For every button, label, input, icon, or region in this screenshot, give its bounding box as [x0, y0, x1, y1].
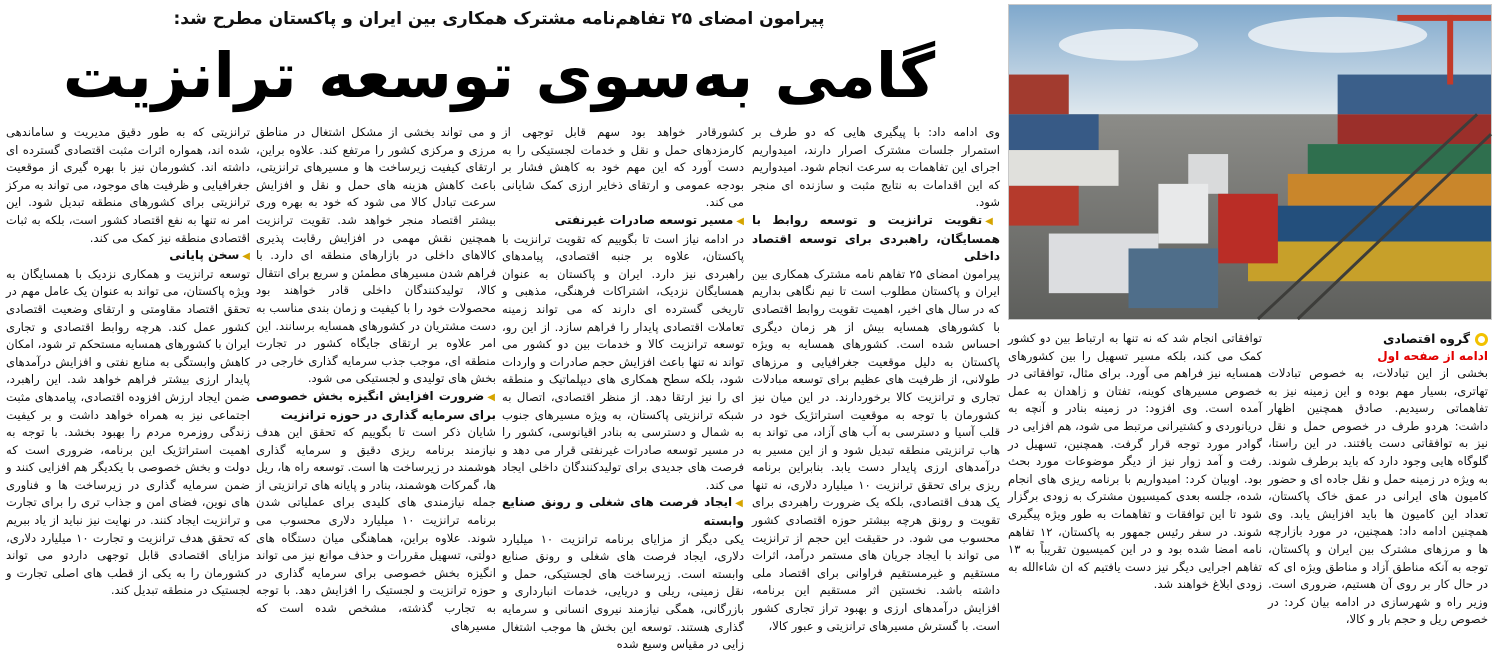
column-1-right	[1268, 330, 1488, 627]
column-2-subheading-text: تقویت ترانزیت و توسعه روابط با همسایگان، راهبردی برای توسعه اقتصاد داخلی	[752, 212, 1000, 264]
byline-bullet-icon	[1475, 333, 1488, 346]
column-3	[502, 124, 745, 652]
byline-text: گروه اقتصادی	[1383, 331, 1470, 346]
container-port-illustration	[1009, 5, 1491, 319]
column-1-left	[1008, 330, 1263, 592]
article-headline: گامی به‌سوی توسعه ترانزیت	[62, 39, 936, 112]
triangle-bullet-icon: ◀	[736, 215, 744, 227]
column-2	[752, 124, 1000, 633]
column-5-subheading	[6, 247, 250, 266]
column-4-intro: و می تواند بخشی از مشکل اشتغال در مناطق مرزی و مرکزی کشور را مرتفع کند. علاوه براین، ارتقای کیفیت زیرساخت ها و مسیرهای ترانزیتی، باعث کاهش هزینه های حمل و نقل و افزایش سرعت تبادل کالا می شود که خود به بهره وری بیشتر اقتصاد منجر خواهد شد. تقویت ترانزیت همچنین نقش مهمی در افزایش رقابت پذیری کالاهای داخلی در بازارهای منطقه ای دارد. با فراهم شدن مسیرهای مطمئن و سریع برای انتقال کالا، تولیدکنندگان داخلی قادر خواهند بود محصولات خود را با کیفیت و زمان بندی مناسب به دست مشتریان در کشورهای همسایه برسانند. این امر علاوه بر ارتقای جایگاه کشور در تجارت منطقه ای، موجب جذب سرمایه گذاری خارجی در بخش های تولیدی و لجستیکی می شود.	[256, 125, 496, 386]
column-5-subheading-text: سخن پایانی	[169, 248, 240, 263]
byline	[1268, 330, 1488, 348]
column-3-body-2: یکی دیگر از مزایای برنامه ترانزیت ۱۰ میلیارد دلاری، ایجاد فرصت های شغلی و رونق صنایع وابسته است. زیرساخت های لجستیکی، حمل و نقل زمینی، ریلی و دریایی، خدمات انبارداری و بازرگانی، همگی نیازمند نیروی انسانی و سرمایه گذاری هستند. توسعه این بخش ها موجب اشتغال زایی در مقیاس وسیع شده	[502, 531, 745, 652]
column-4-body: شایان ذکر است تا بگوییم که تحقق این هدف نیازمند برنامه ریزی دقیق و سرمایه گذاری هوشمند در زیرساخت ها است. توسعه راه ها، ریل ها، گمرکات هوشمند، بنادر و پایانه های ترانزیتی از جمله نیازمندی های کلیدی برای عملیاتی شدن برنامه ترانزیت ۱۰ میلیارد دلاری محسوب می شوند. علاوه براین، هماهنگی میان دستگاه های دولتی، تسهیل مقررات و حذف موانع نیز می تواند انگیزه بخش خصوصی برای سرمایه گذاری در حوزه ترانزیت و لجستیک را افزایش دهد. با توجه به تجارب گذشته، مشخص شده است که مسیرهای	[256, 425, 497, 633]
article-photo	[1008, 4, 1492, 320]
article-kicker: پیرامون امضای ۲۵ تفاهم‌نامه مشترک همکاری بین ایران و پاکستان مطرح شد:	[173, 9, 825, 29]
column-1-left-text: توافقاتی انجام شد که نه تنها به ارتباط بین دو کشور کمک می کند، بلکه مسیر تسهیل را بین کشورهای همسایه نیز فراهم می آورد. برای مثال، توافقاتی در خصوص مسیرهای کوینه، تفتان و زاهدان به عمل آمده است. وی افزود: در زمینه بنادر و آنچه به دریانوردی و کشتیرانی مرتبط می شود، هم افزایی در گوادر مورد توجه قرار گرفت. همچنین، تسهیل در رفت و آمد زوار نیز از دیگر موضوعات مورد بحث بود. اوبیان کرد: امیدواریم با برنامه ریزی های انجام شده، جلسه بعدی کمیسیون مشترک به زودی برگزار شود تا این توافقات و تفاهمات به طور ویژه پیگیری شوند. در سفر رئیس جمهور به پاکستان، ۱۲ تفاهم نامه امضا شده بود و در این کمیسیون تقریباً به ۱۳ تفاهم اجرایی دیگر نیز دست یافتیم که ان شاءالله به زودی ابلاغ خواهند شد.	[1008, 331, 1263, 592]
column-4	[256, 124, 497, 633]
column-3-intro: کشورقادر خواهد بود سهم قابل توجهی از کارمزدهای حمل و نقل و خدمات لجستیکی را به دست آورد که این مهم خود به کاهش فشار بر بودجه عمومی و ارتقای ذخایر ارزی کمک شایانی می کند.	[502, 125, 744, 210]
column-3-subheading-1-text: مسیر توسعه صادرات غیرنفتی	[554, 212, 734, 227]
column-2-body: پیرامون امضای ۲۵ تفاهم نامه مشترک همکاری بین ایران و پاکستان مطلوب است تا نیم نگاهی بداریم که در سال های اخیر، اهمیت تقویت روابط اقتصادی با کشورهای همسایه بیش از هر زمان دیگری احساس شده است. کشورهای همسایه به ویژه پاکستان به دلیل موقعیت جغرافیایی و مرزهای طولانی، از ظرفیت های عظیم برای توسعه مبادلات تجاری و ترانزیت کالا برخوردارند. در این میان نیز کشورمان با توجه به موقعیت استراتژیک خود در قلب آسیا و دسترسی به آب های آزاد، می تواند به هاب ترانزیتی منطقه تبدیل شود و از این مسیر به درآمدهای ارزی پایدار دست یابد. بنابراین برنامه ریزی برای تحقق ترانزیت ۱۰ میلیارد دلاری، نه تنها یک هدف اقتصادی، بلکه یک ضرورت راهبردی برای تقویت و رونق هرچه بیشتر حوزه اقتصادی کشور محسوب می شود. در حقیقت این حجم از ترانزیت می تواند با ایجاد جریان های مستمر درآمد، اثرات مستقیم و غیرمستقیم فراوانی برای اقتصاد ملی داشته باشد. نخستین اثر مستقیم این برنامه، افزایش درآمدهای ارزی و بهبود تراز تجاری کشور است. با گسترش مسیرهای ترانزیتی و عبور کالا،	[752, 266, 1000, 633]
column-1-right-text: بخشی از این تبادلات، به خصوص تبادلات تهاتری، بسیار مهم بوده و این زمینه نیز به تفاهماتی رسیدیم. صادق همچنین اظهار داشت: هردو طرف در خصوص حمل و نقل نیز به توافقاتی دست یافتند. در این راستا، گلوگاه هایی وجود دارد که باید برطرف شوند. به ویژه در زمینه حمل و نقل جاده ای و حضور کامیون های ایرانی در عمق خاک پاکستان، تعداد این کامیون ها باید افزایش یابد. وی همچنین ادامه داد: همچنین، در مورد بازارچه ها و مرزهای مشترک بین ایران و پاکستان، توجه به آنکه مناطق آزاد و مناطق ویژه ای که در حال کار بر روی آن هستیم، ضروری است. وزیر راه و شهرسازی در ادامه بیان کرد: در خصوص ریل و حجم بار و کالا،	[1268, 366, 1488, 627]
continued-from-front-page: ادامه از صفحه اول	[1377, 349, 1488, 363]
column-2-subheading	[752, 212, 1000, 266]
column-4-subheading-text: ضرورت افزایش انگیزه بخش خصوصی برای سرمایه گذاری در حوزه ترانزیت	[256, 388, 496, 422]
column-3-body-1: در ادامه نیاز است تا بگوییم که تقویت ترانزیت با پاکستان، علاوه بر جنبه اقتصادی، پیامدهای راهبردی نیز دارد. ایران و پاکستان به عنوان همسایگان نزدیک، اشتراکات فرهنگی، مذهبی و تاریخی گسترده ای دارند که می تواند زمینه تعاملات اقتصادی پایدار را فراهم سازد. از این رو، توسعه ترانزیت کالا و خدمات بین دو کشور می تواند نه تنها باعث افزایش حجم صادرات و واردات شود، بلکه سطح همکاری های دیپلماتیک و منطقه ای را نیز ارتقا دهد. از منظر اقتصادی، اتصال به شبکه ترانزیتی پاکستان، به ویژه مسیرهای جنوب به شمال و دسترسی به بنادر اقیانوسی، کشور را در مسیر توسعه صادرات غیرنفتی قرار می دهد و فرصت های جدیدی برای تولیدکنندگان داخلی ایجاد می کند.	[502, 231, 744, 492]
column-3-subheading-1	[502, 212, 744, 231]
column-5	[6, 124, 250, 598]
column-3-subheading-2-text: ایجاد فرصت های شغلی و رونق صنایع وابسته	[502, 495, 744, 529]
column-5-intro: ترانزیتی که به طور دقیق مدیریت و ساماندهی شده اند، همواره اثرات مثبت اقتصادی گسترده ای داشته اند. کشورمان نیز با بهره گیری از موقعیت جغرافیایی و ظرفیت های موجود، می تواند به مرکز ترانزیتی برای کشورهای منطقه تبدیل شود. این امر نه تنها به نفع اقتصاد کشور است، بلکه به ثبات اقتصادی منطقه نیز کمک می کند.	[6, 125, 250, 245]
triangle-bullet-icon: ◀	[487, 391, 496, 403]
triangle-bullet-icon: ◀	[985, 215, 1000, 227]
triangle-bullet-icon: ◀	[735, 498, 744, 510]
column-4-subheading	[256, 388, 496, 424]
column-3-subheading-2	[502, 494, 744, 530]
column-2-intro: وی ادامه داد: با پیگیری هایی که دو طرف بر استمرار جلسات مشترک اصرار دارند، امیدواریم اجرای این تفاهمات به سرعت انجام شود. امیدواریم که این اقدامات به نتایج مثبت و سازنده ای منجر شود.	[752, 125, 1000, 210]
triangle-bullet-icon: ◀	[242, 251, 250, 263]
column-5-body: توسعه ترانزیت و همکاری نزدیک با همسایگان به ویژه پاکستان، می تواند به عنوان یک عامل مهم در تحقق اقتصاد مقاومتی و ارتقای وضعیت اقتصادی کشور عمل کند. هرچه روابط اقتصادی و تجاری ایران با کشورهای همسایه مستحکم تر شود، امکان کاهش وابستگی به منابع نفتی و افزایش درآمدهای پایدار ارزی بیشتر فراهم خواهد شد. این راهبرد، ضمن ایجاد ارزش افزوده اقتصادی، پیامدهای مثبت اجتماعی نیز به همراه خواهد داشت و بر کیفیت زندگی روزمره مردم را بهبود بخشد. با توجه به اهمیت استراتژیک این برنامه، ضروری است که دولت و بخش خصوصی با یکدیگر هم افزایی کنند و ضمن سرمایه گذاری در زیرساخت ها و فناوری های نوین، فضای امن و جذاب تری را برای تجارت و ترانزیت ایجاد کنند. در نهایت نیز نباید از یاد ببریم که تحقق هدف ترانزیت و تجارت ۱۰ میلیارد دلاری، مزایای اقتصادی قابل توجهی داردو می تواند کشورمان را به یکی از قطب های اصلی تجارت و لجستیک در منطقه تبدیل کند.	[6, 266, 250, 598]
